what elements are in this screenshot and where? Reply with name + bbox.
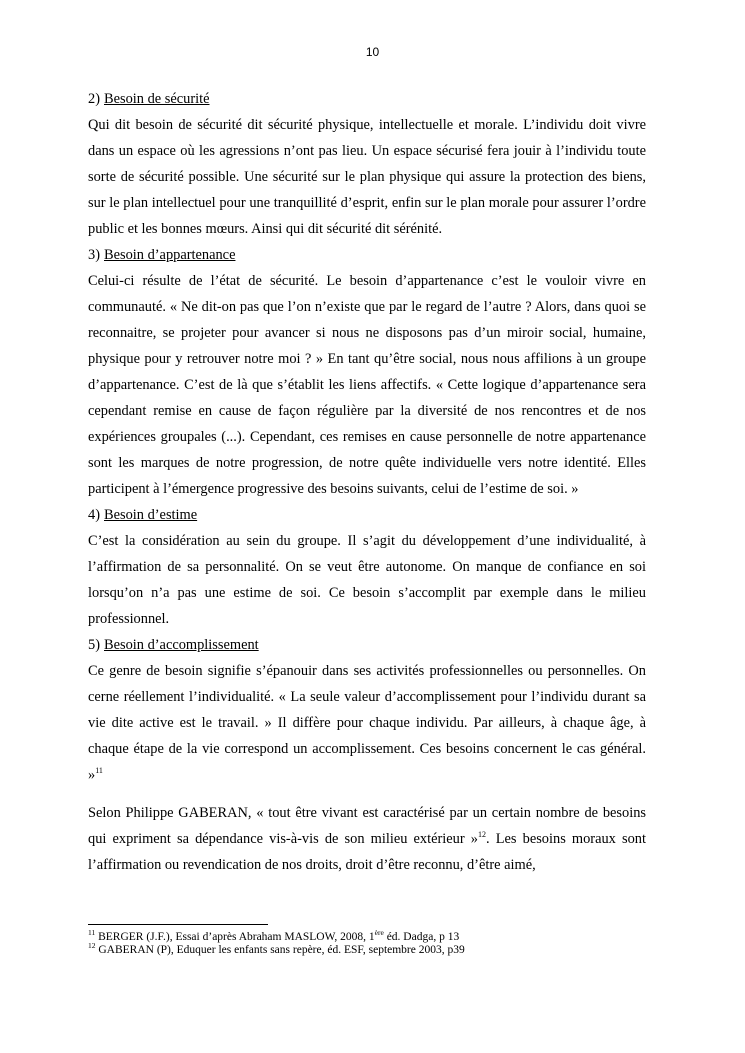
section-heading-estime — [88, 502, 646, 528]
footnotes — [88, 924, 646, 957]
footnote-ref-12[interactable]: 12 — [478, 830, 486, 840]
footnote-text: BERGER (J.F.), Essai d’après Abraham MASLOW, 2008, 1 — [95, 931, 375, 943]
paragraph-text: Selon Philippe GABERAN, « tout être vivant est caractérisé par un certain nombre de besoins qui expriment sa dépendance vis-à-vis de son milieu extérieur » — [88, 805, 646, 847]
paragraph-text: Ce genre de besoin signifie s’épanouir dans ses activités professionnelles ou personnelles. On cerne réellement l’individualité. « La seule valeur d’accomplissement pour l’individu durant sa vie dite active est le travail. » Il diffère pour chaque individu. Par ailleurs, à chaque âge, à chaque étape de la vie correspond un accomplissement. Ces besoins concernent le cas général. » — [88, 663, 646, 783]
paragraph-text: . Les besoins moraux sont l’affirmation ou revendication de nos droits, droit d’être reconnu, d’être aimé, — [88, 831, 646, 873]
page-number: 10 — [365, 45, 380, 59]
footnote-superscript: ère — [374, 928, 384, 938]
section-title: Besoin de sécurité — [104, 91, 210, 107]
section-number: 3) — [88, 247, 100, 263]
footnote-ref-11[interactable]: 11 — [95, 766, 103, 776]
footnote-text: éd. Dadga, p 13 — [383, 931, 460, 943]
section-heading-accomplissement — [88, 632, 646, 658]
paragraph-accomplissement — [88, 658, 646, 788]
document-body — [88, 86, 646, 878]
paragraph-securite: Qui dit besoin de sécurité dit sécurité physique, intellectuelle et morale. L’individu doit vivre dans un espace où les agressions n’ont pas lieu. Un espace sécurisé fera jouir à l’individu toute sorte de sécurité possible. Une sécurité sur le plan physique qui assure la protection des biens, sur le plan intellectuel pour une tranquillité d’esprit, enfin sur le plan morale pour assurer l’ordre public et les bonnes mœurs. Ainsi qui dit sécurité dit sérénité. — [88, 117, 646, 237]
section-title: Besoin d’estime — [104, 507, 198, 523]
section-number: 4) — [88, 507, 100, 523]
paragraph-estime: C’est la considération au sein du groupe. Il s’agit du développement d’une individualité, à l’affirmation de sa personnalité. On se veut être autonome. On manque de confiance en soi lorsqu’on n’a pas une estime de soi. Ce besoin s’accomplit par exemple dans le milieu professionnel. — [88, 533, 646, 627]
footnote-number: 11 — [88, 928, 96, 938]
section-title: Besoin d’appartenance — [104, 247, 236, 263]
paragraph-appartenance: Celui-ci résulte de l’état de sécurité. Le besoin d’appartenance c’est le vouloir vivre en communauté. « Ne dit-on pas que l’on n’existe que par le regard de l’autre ? Alors, dans quoi se reconnaitre, se projeter pour avancer si nous ne disposons pas d’un miroir social, humaine, physique pour y retrouver notre moi ? » En tant qu’être social, nous nous affilions à un groupe d’appartenance. C’est de là que s’établit les liens affectifs. « Cette logique d’appartenance sera cependant remise en cause de façon régulière par la diversité de nos rencontres et de nos expériences groupales (...). Cependant, ces remises en cause personnelle de notre appartenance sont les marques de notre progression, de notre quête individuelle vers notre identité. Elles participent à l’émergence progressive des besoins suivants, celui de l’estime de soi. » — [88, 273, 646, 497]
section-number: 5) — [88, 637, 100, 653]
section-number: 2) — [88, 91, 100, 107]
footnote-number: 12 — [88, 941, 96, 951]
footnote-text: GABERAN (P), Eduquer les enfants sans repère, éd. ESF, septembre 2003, p39 — [95, 944, 465, 956]
section-title: Besoin d’accomplissement — [104, 637, 259, 653]
footnote-12 — [88, 941, 646, 957]
section-heading-appartenance — [88, 242, 646, 268]
footnote-11 — [88, 928, 646, 944]
footnote-separator — [88, 924, 268, 925]
paragraph-gaberan — [88, 800, 646, 878]
section-heading-securite — [88, 86, 646, 112]
